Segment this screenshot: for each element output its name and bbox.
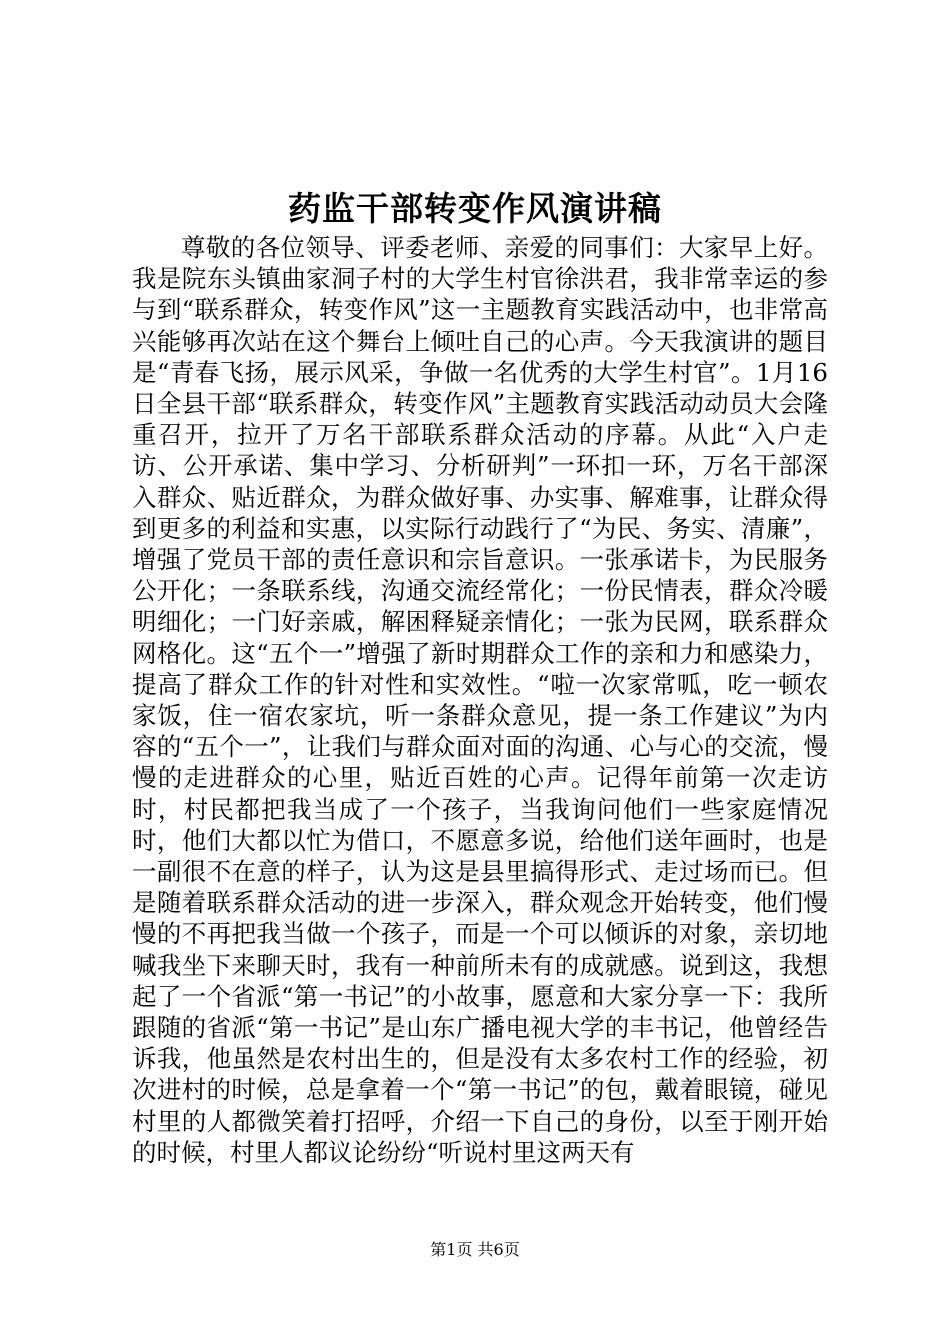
- page-number-footer: 第1页 共6页: [430, 1240, 520, 1259]
- document-title: 药监干部转变作风演讲稿: [288, 189, 662, 228]
- document-body-paragraph: 尊敬的各位领导、评委老师、亲爱的同事们：大家早上好。我是院东头镇曲家洞子村的大学生村官徐洪君，我非常幸运的参与到“联系群众，转变作风”这一主题教育实践活动中，也非常高兴能够再次站在这个舞台上倾吐自己的心声。今天我演讲的题目是“青春飞扬，展示风采，争做一名优秀的大学生村官”。1月16日全县干部“联系群众，转变作风”主题教育实践活动动员大会隆重召开，拉开了万名干部联系群众活动的序幕。从此“入户走访、公开承诺、集中学习、分析研判”一环扣一环，万名干部深入群众、贴近群众，为群众做好事、办实事、解难事，让群众得到更多的利益和实惠，以实际行动践行了“为民、务实、清廉”，增强了党员干部的责任意识和宗旨意识。一张承诺卡，为民服务公开化；一条联系线，沟通交流经常化；一份民情表，群众冷暖明细化；一门好亲戚，解困释疑亲情化；一张为民网，联系群众网格化。这“五个一”增强了新时期群众工作的亲和力和感染力，提高了群众工作的针对性和实效性。“啦一次家常呱，吃一顿农家饭，住一宿农家坑，听一条群众意见，提一条工作建议”为内容的“五个一”，让我们与群众面对面的沟通、心与心的交流，慢慢的走进群众的心里，贴近百姓的心声。记得年前第一次走访时，村民都把我当成了一个孩子，当我询问他们一些家庭情况时，他们大都以忙为借口，不愿意多说，给他们送年画时，也是一副很不在意的样子，认为这是县里搞得形式、走过场而已。但是随着联系群众活动的进一步深入，群众观念开始转变，他们慢慢的不再把我当做一个孩子，而是一个可以倾诉的对象，亲切地喊我坐下来聊天时，我有一种前所未有的成就感。说到这，我想起了一个省派“第一书记”的小故事，愿意和大家分享一下：我所跟随的省派“第一书记”是山东广播电视大学的丰书记，他曾经告诉我，他虽然是农村出生的，但是没有太多农村工作的经验，初次进村的时候，总是拿着一个“第一书记”的包，戴着眼镜，碰见村里的人都微笑着打招呼，介绍一下自己的身份，以至于刚开始的时候，村里人都议论纷纷“听说村里这两天有: [132, 233, 828, 1167]
